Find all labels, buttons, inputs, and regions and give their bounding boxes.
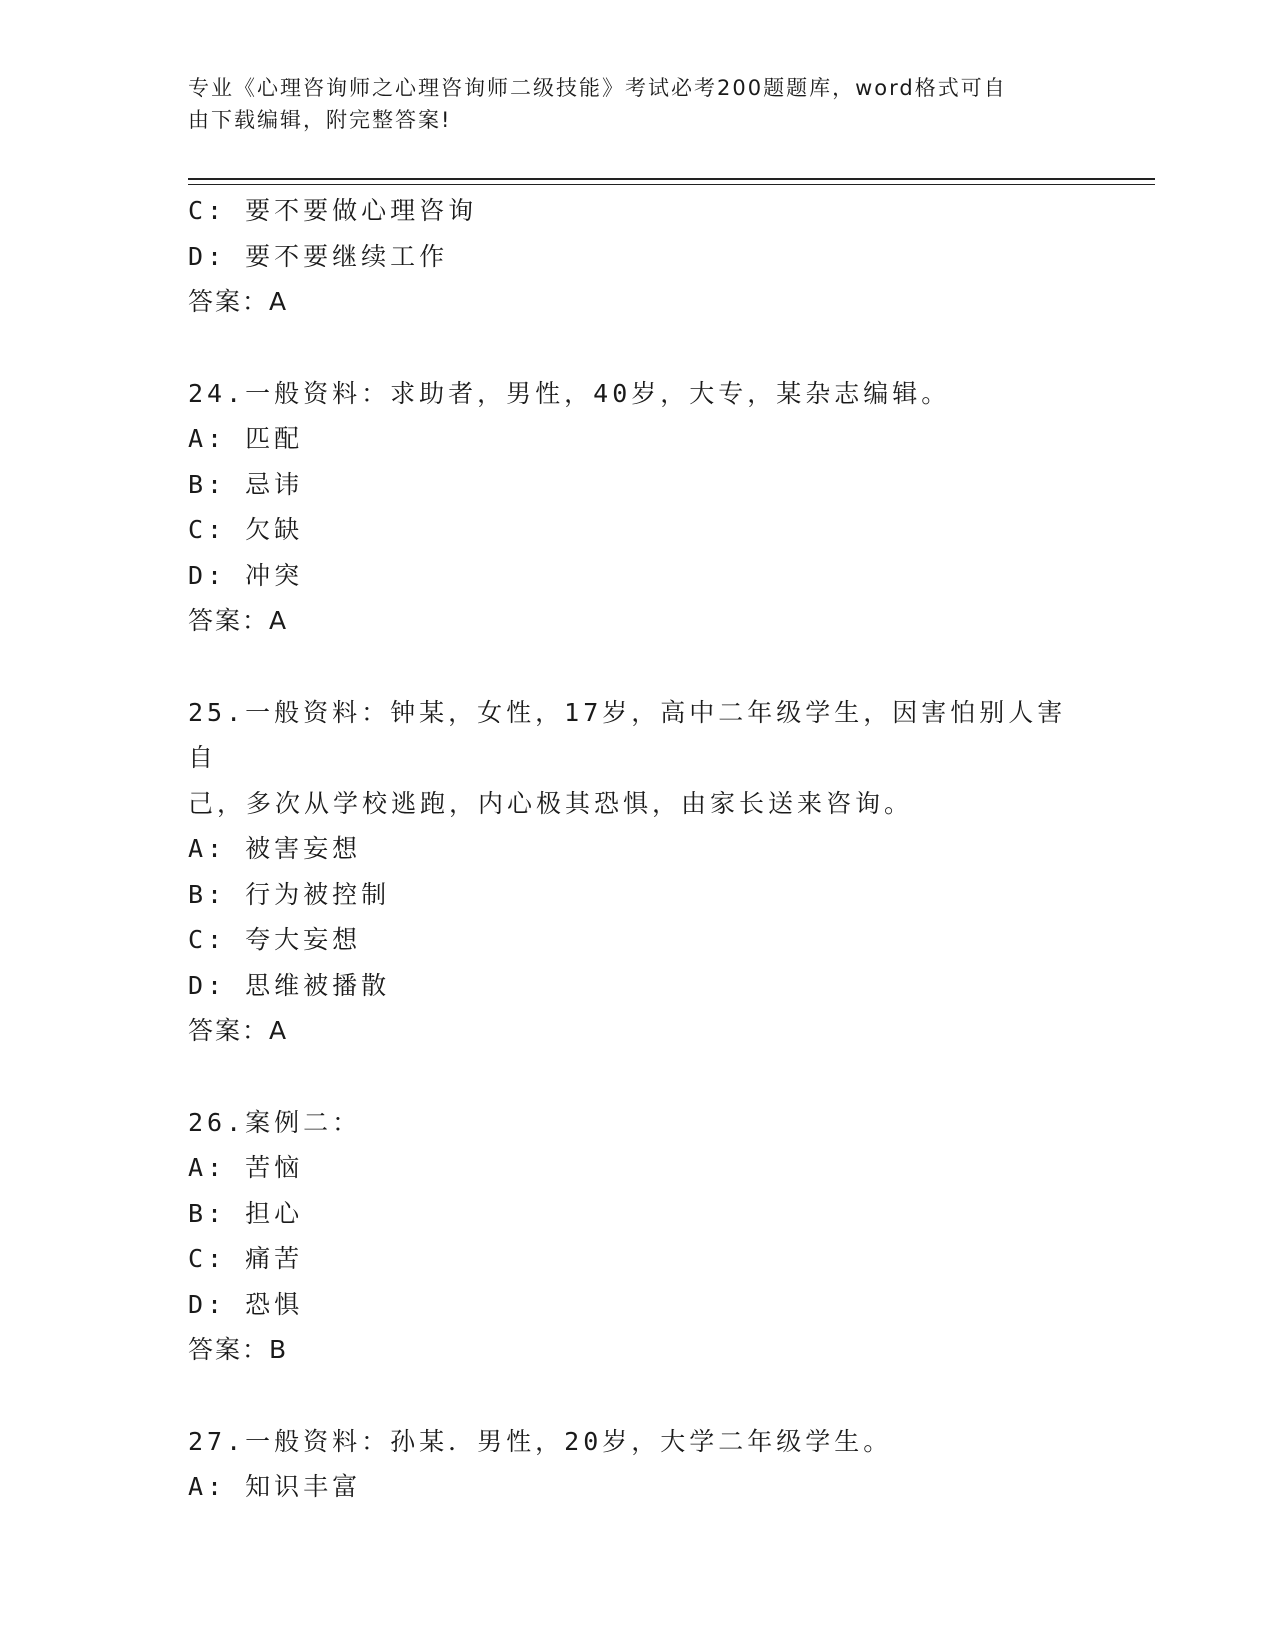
header-divider [188,178,1155,185]
answer-line: 答案：A [188,606,289,635]
option-c: C: 欠缺 [188,515,304,544]
question-spacer [188,325,1088,371]
option-a: A: 苦恼 [188,1153,304,1182]
question-27 [188,1419,1088,1510]
question-stem-line-1: 25.一般资料：钟某，女性，17岁，高中二年级学生，因害怕别人害自 [188,697,1067,772]
document-header [188,72,1068,136]
question-stem-line-2: 己，多次从学校逃跑，内心极其恐惧，由家长送来咨询。 [188,788,914,818]
question-25 [188,690,1088,1054]
question-spacer [188,644,1088,690]
option-c: C: 夸大妄想 [188,925,362,954]
option-d: D: 要不要继续工作 [188,241,449,271]
question-26 [188,1100,1088,1373]
question-list [188,188,1088,1510]
answer-line: 答案：B [188,1335,289,1364]
option-a: A: 知识丰富 [188,1472,362,1501]
option-b: B: 忌讳 [188,469,304,499]
option-c: C: 痛苦 [188,1244,304,1273]
question-24 [188,371,1088,644]
question-spacer [188,1054,1088,1100]
question-carryover [188,188,1088,325]
header-line-2: 由下载编辑，附完整答案! [188,108,452,132]
question-stem: 24.一般资料：求助者，男性，40岁，大专，某杂志编辑。 [188,378,951,408]
option-d: D: 恐惧 [188,1289,304,1319]
question-stem: 26.案例二： [188,1107,362,1137]
option-a: A: 匹配 [188,424,304,453]
option-c: C: 要不要做心理咨询 [188,196,478,225]
question-spacer [188,1373,1088,1419]
option-b: B: 行为被控制 [188,879,391,909]
answer-line: 答案：A [188,1016,289,1045]
option-a: A: 被害妄想 [188,834,362,863]
question-stem: 27.一般资料：孙某．男性，20岁，大学二年级学生。 [188,1426,893,1456]
option-d: D: 思维被播散 [188,970,391,1000]
answer-line: 答案：A [188,287,289,316]
header-line-1: 专业《心理咨询师之心理咨询师二级技能》考试必考200题题库，word格式可自 [188,76,1007,100]
option-d: D: 冲突 [188,560,304,590]
option-b: B: 担心 [188,1198,304,1228]
